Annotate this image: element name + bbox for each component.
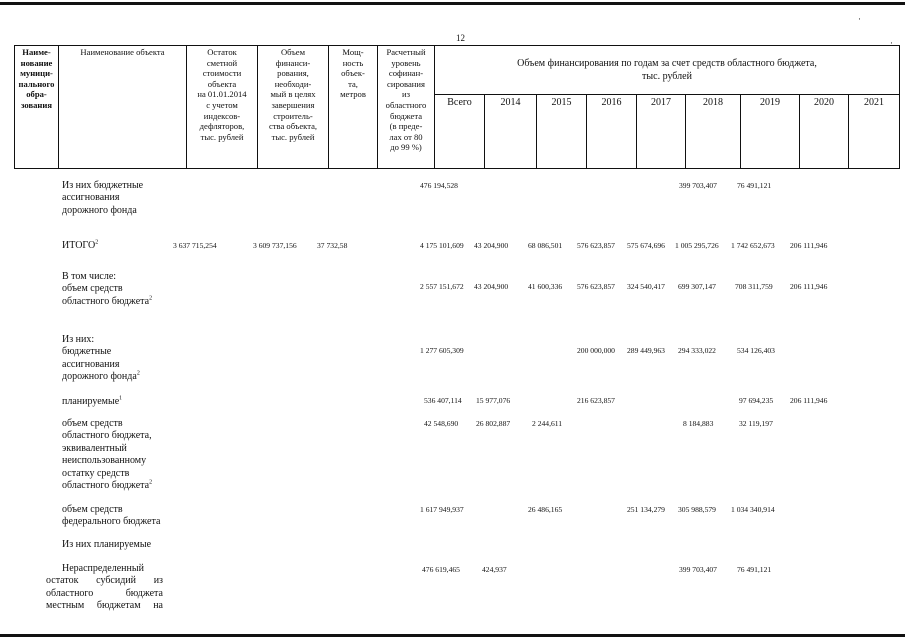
cell-2019: 1 034 340,914 <box>731 505 775 514</box>
header-year: 2020 <box>800 95 849 169</box>
scan-speck: · <box>890 38 893 48</box>
cell-2014: 43 204,900 <box>474 241 509 250</box>
row-label: Из них: бюджетные ассигнования дорожного фонда$^2$ <box>62 334 140 383</box>
cell-2019: 76 491,121 <box>737 181 772 190</box>
header-group-title: Объем финансирования по годам за счет средств областного бюджета, тыс. рублей <box>435 46 900 95</box>
header-object-name: Наименование объекта <box>59 46 187 169</box>
row-label: Из них бюджетные ассигнования дорожного фонда <box>62 180 144 216</box>
row-label: объем средств областного бюджета, эквивалентный неиспользованному остатку средств областного бюджета$^2$ <box>62 418 153 492</box>
row-label: планируемые$^1$ <box>62 395 123 407</box>
header-year: 2019 <box>741 95 800 169</box>
header-year: 2018 <box>686 95 741 169</box>
cell-2020: 206 111,946 <box>790 241 828 250</box>
cell-2017: 289 449,963 <box>627 346 665 355</box>
cell-2018: 399 703,407 <box>679 565 717 574</box>
cell-2014: 15 977,076 <box>476 396 511 405</box>
header-financing-volume: Объем финанси- рования, необходи- мый в целях завершения строитель- ства объекта, тыс. рублей <box>258 46 329 169</box>
header-remaining-cost: Остаток сметной стоимости объекта на 01.01.2014 с учетом индексов- дефляторов, тыс. рублей <box>187 46 258 169</box>
cell-2017: 575 674,696 <box>627 241 665 250</box>
row-label: Из них планируемые <box>62 539 152 550</box>
header-capacity: Мощ- ность объек- та, метров <box>329 46 378 169</box>
cell-2017: 251 134,279 <box>627 505 665 514</box>
row-label: Нераспределенный остаток субсидий из областного бюджета местным бюджетам на <box>46 563 163 612</box>
cell-total: 476 619,465 <box>422 565 460 574</box>
top-rule <box>0 2 905 5</box>
cell-2015: 41 600,336 <box>528 282 563 291</box>
cell-2018: 699 307,147 <box>678 282 716 291</box>
header-municipality: Наиме- нование муници- пального обра- зования <box>15 46 59 169</box>
cell-total: 536 407,114 <box>424 396 462 405</box>
bottom-rule <box>0 634 905 637</box>
cell-total: 2 557 151,672 <box>420 282 464 291</box>
cell-2014: 43 204,900 <box>474 282 509 291</box>
cell-total: 1 277 605,309 <box>420 346 464 355</box>
cell-2018: 1 005 295,726 <box>675 241 719 250</box>
cell-2017: 324 540,417 <box>627 282 665 291</box>
cell-2019: 97 694,235 <box>739 396 774 405</box>
cell-2019: 32 119,197 <box>739 419 773 428</box>
cell-2015: 2 244,611 <box>532 419 563 428</box>
row-label: объем средств федерального бюджета <box>62 504 161 528</box>
cell-total: 42 548,690 <box>424 419 459 428</box>
cell-2019: 76 491,121 <box>737 565 772 574</box>
header-year: 2014 <box>485 95 537 169</box>
cell-2018: 305 988,579 <box>678 505 716 514</box>
cell-2020: 206 111,946 <box>790 396 828 405</box>
cell-2019: 1 742 652,673 <box>731 241 775 250</box>
cell-2018: 399 703,407 <box>679 181 717 190</box>
cell-2019: 534 126,403 <box>737 346 775 355</box>
cell-2014: 424,937 <box>482 565 507 574</box>
cell-2016: 216 623,857 <box>577 396 615 405</box>
cell-2015: 68 086,501 <box>528 241 563 250</box>
cell-2014: 26 802,887 <box>476 419 511 428</box>
cell-remaining-cost: 3 637 715,254 <box>173 241 217 250</box>
row-label: В том числе: объем средств областного бюджета$^2$ <box>62 271 153 307</box>
cell-total: 4 175 101,609 <box>420 241 464 250</box>
table-header <box>14 45 900 169</box>
cell-2016: 200 000,000 <box>577 346 615 355</box>
page-number: 12 <box>456 33 465 43</box>
cell-2020: 206 111,946 <box>790 282 828 291</box>
cell-2018: 294 333,022 <box>678 346 716 355</box>
cell-2018: 8 184,883 <box>683 419 714 428</box>
header-cofinancing-level: Расчетный уровень софинан- сирования из областного бюджета (в преде- лах от 80 до 99 %) <box>378 46 435 169</box>
header-year: 2021 <box>849 95 900 169</box>
cell-total: 1 617 949,937 <box>420 505 464 514</box>
header-year: Всего <box>435 95 485 169</box>
header-year: 2016 <box>587 95 637 169</box>
cell-financing-volume: 3 609 737,156 <box>253 241 297 250</box>
cell-capacity: 37 732,58 <box>317 241 348 250</box>
cell-2016: 576 623,857 <box>577 241 615 250</box>
cell-total: 476 194,528 <box>420 181 458 190</box>
header-year: 2015 <box>537 95 587 169</box>
row-label-total: ИТОГО$^2$ <box>62 239 99 251</box>
cell-2019: 708 311,759 <box>735 282 773 291</box>
cell-2016: 576 623,857 <box>577 282 615 291</box>
scan-speck: · <box>858 14 861 24</box>
header-year: 2017 <box>637 95 686 169</box>
cell-2015: 26 486,165 <box>528 505 563 514</box>
